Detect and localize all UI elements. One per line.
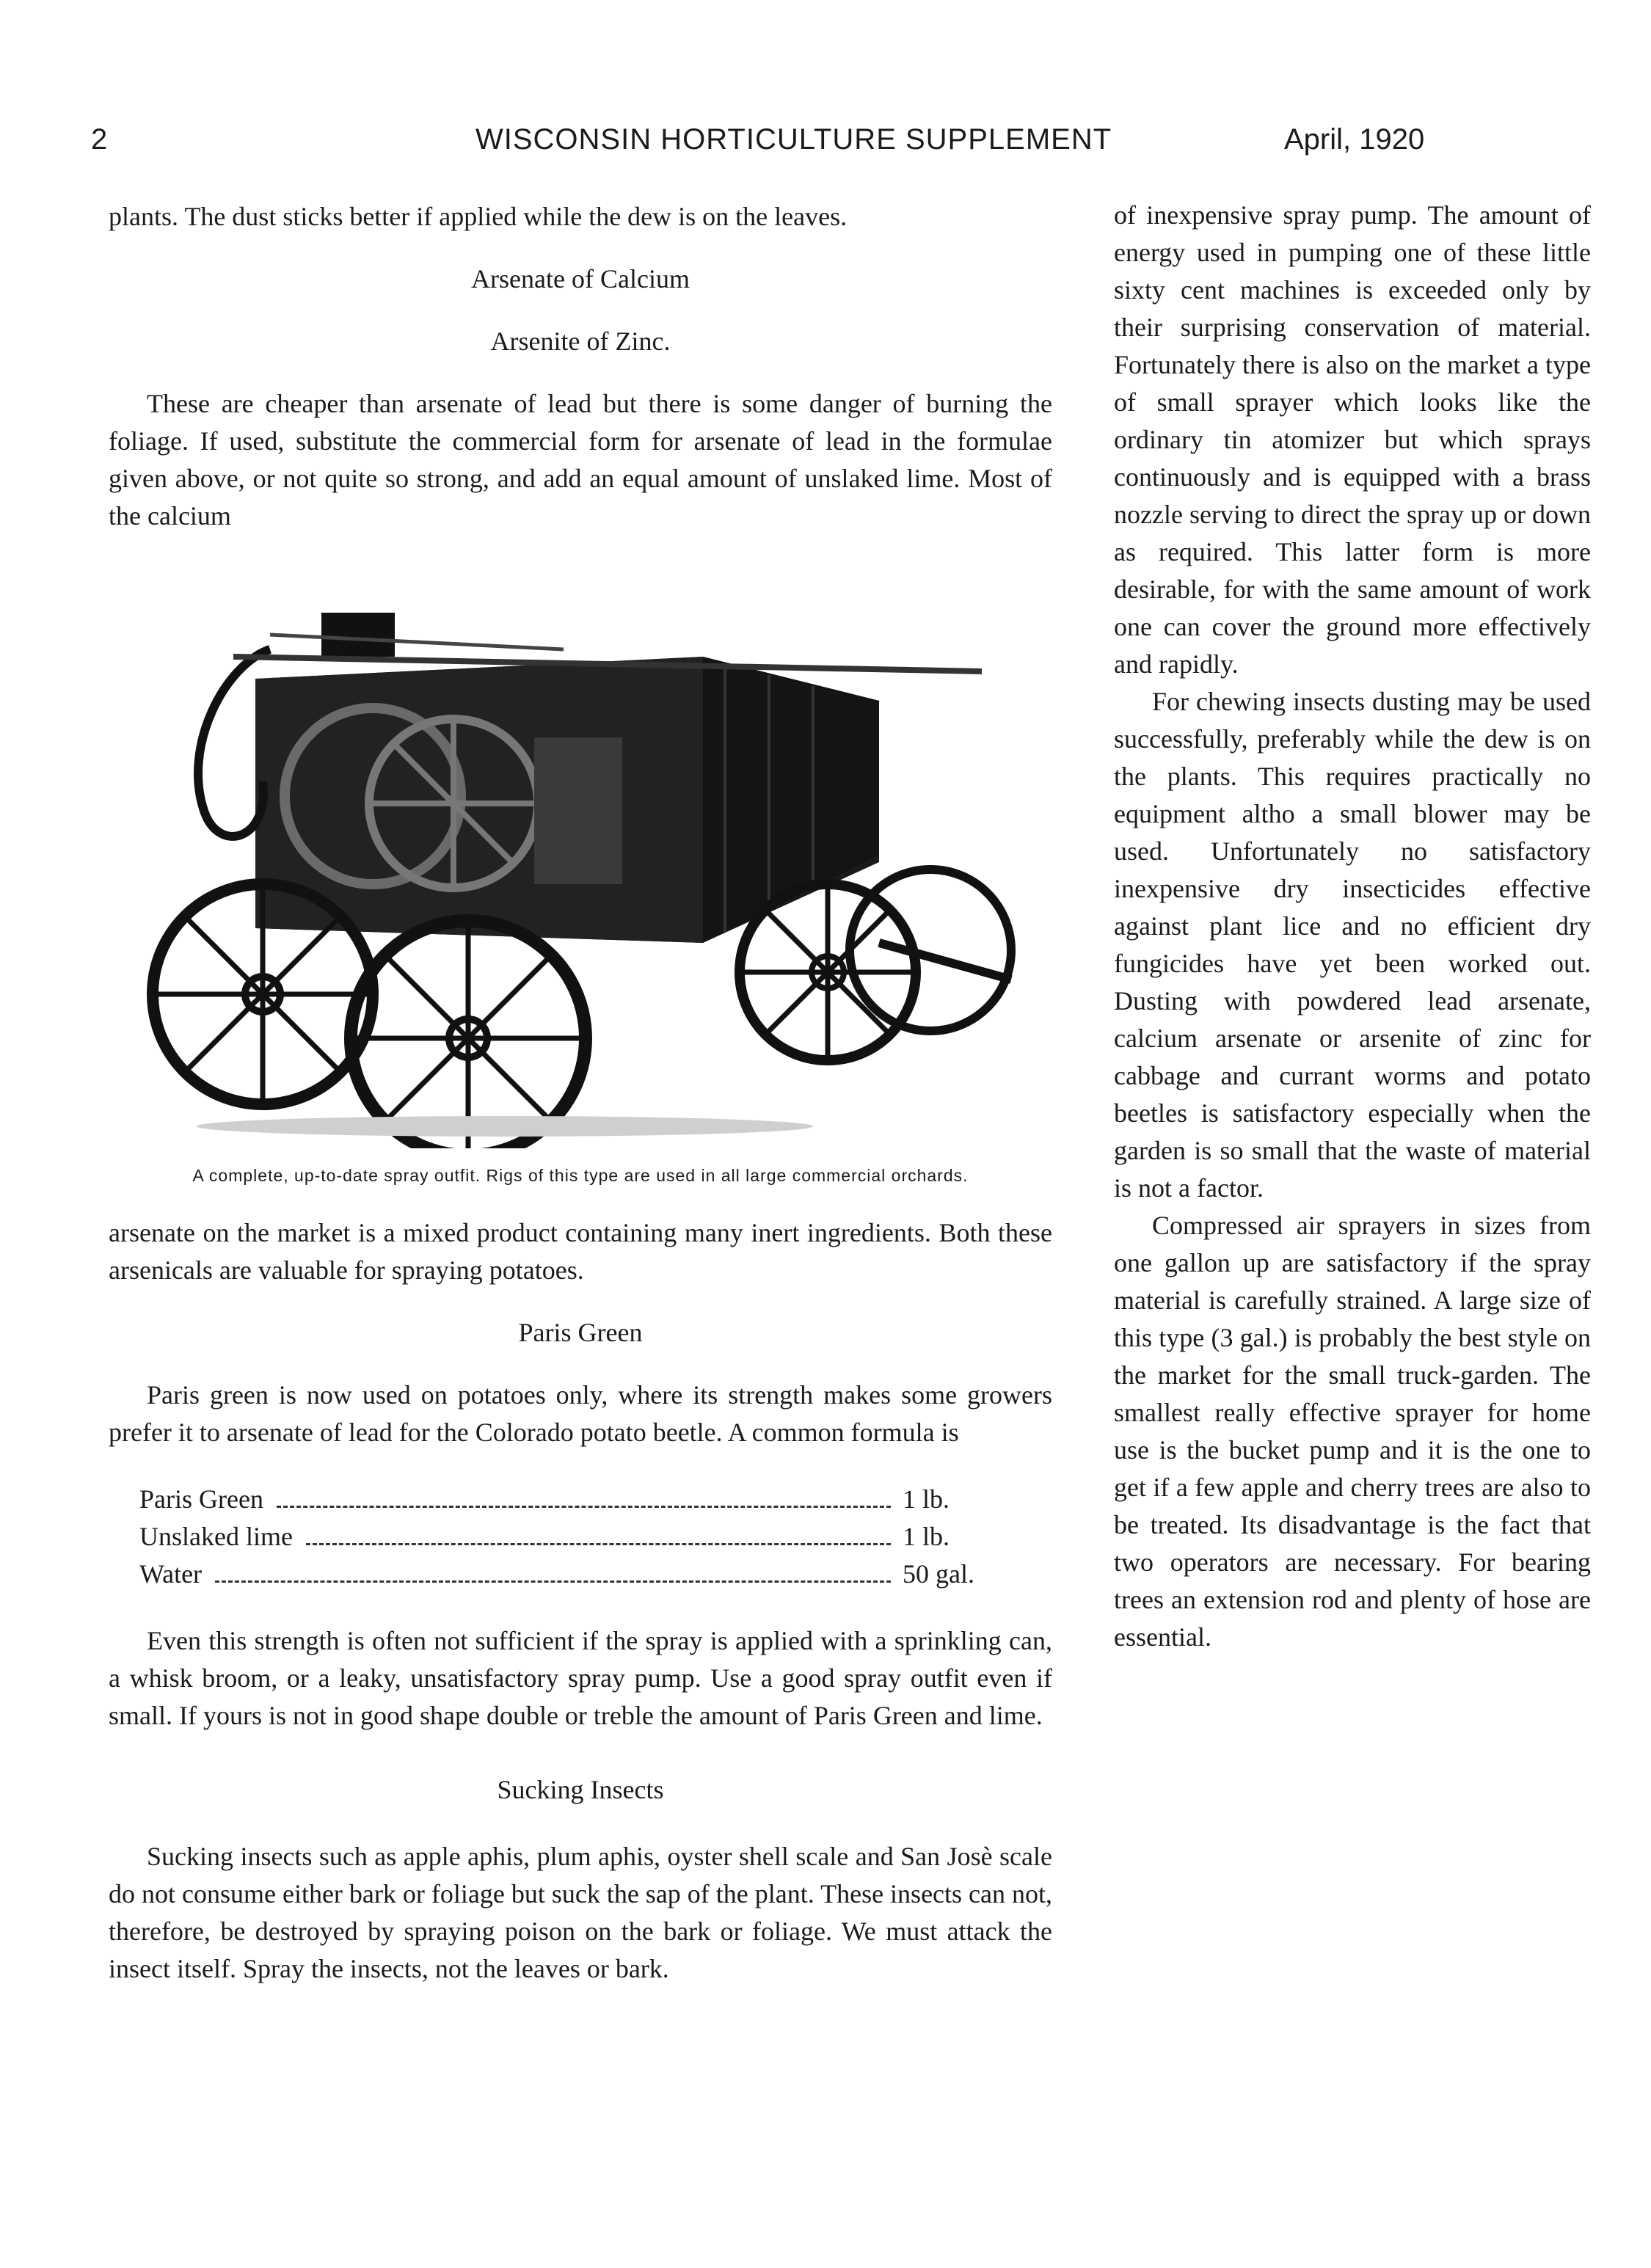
section-heading: Sucking Insects [497, 1775, 664, 1804]
formula-row [139, 1556, 998, 1593]
leader-dots [215, 1580, 891, 1583]
page-header [0, 123, 1651, 167]
formula-row [139, 1518, 998, 1556]
paragraph: Even this strength is often not sufficient if the spray is applied with a sprinkling can, a whisk broom, or a leaky, unsatisfactory spray pump. Use a good spray outfit even if small. If yours is not in good shape double or treble the amount of Paris Green and lime. [109, 1626, 1052, 1730]
formula-row [139, 1481, 998, 1518]
paragraph: Compressed air sprayers in sizes from one gallon up are satisfactory if the spray material is carefully strained. A large size of this type (3 gal.) is probably the best style on the market for the small truck-garden. The smallest really effective sprayer for home use is the bucket pump and it is the one to get if a few apple and cherry trees are also to be treated. Its disadvantage is the fact that two operators are necessary. For bearing trees an extension rod and plenty of hose are essential. [1114, 1211, 1591, 1652]
paragraph: For chewing insects dusting may be used successfully, preferably while the dew is on the plants. This requires practically no equipment altho a small blower may be used. Unfortunately no satisfactory inexpensive dry insecticides effective against plant lice and no efficient dry fungicides have yet been worked out. Dusting with powdered lead arsenate, calcium arsenate or arsenite of zinc for cabbage and currant worms and potato beetles is satisfactory especially when the garden is so small that the waste of material is not a factor. [1114, 687, 1591, 1203]
section-heading: Paris Green [518, 1318, 643, 1347]
paragraph: Paris green is now used on potatoes only, where its strength makes some growers prefer it to arsenate of lead for the Colorado potato beetle. A common formula is [109, 1380, 1052, 1447]
section-heading: Arsenite of Zinc. [490, 327, 671, 356]
paragraph: These are cheaper than arsenate of lead but there is some danger of burning the foliage. If used, substitute the commercial form for arsenate of lead in the formulae given above, or not quite so strong, and add an equal amount of unslaked lime. Most of the calcium [109, 389, 1052, 530]
left-column [109, 198, 1052, 1988]
figure-caption: A complete, up-to-date spray outfit. Rigs of this type are used in all large commercial orchards. [192, 1166, 969, 1185]
ingredient-name: Paris Green [139, 1484, 263, 1514]
paragraph: arsenate on the market is a mixed product containing many inert ingredients. Both these arsenicals are valuable for spraying potatoes. [109, 1218, 1052, 1285]
publication-title: WISCONSIN HORTICULTURE SUPPLEMENT [475, 123, 1112, 156]
leader-dots [306, 1543, 891, 1545]
spray-outfit-photo [123, 561, 1033, 1148]
right-column [1114, 197, 1591, 1656]
paragraph: Sucking insects such as apple aphis, plum aphis, oyster shell scale and San Josè scale do not consume either bark or foliage but suck the sap of the plant. These insects can not, therefore, be destroyed by spraying poison on the bark or foliage. We must attack the insect itself. Spray the insects, not the leaves or bark. [109, 1842, 1052, 1983]
leader-dots [277, 1506, 891, 1508]
paragraph: of inexpensive spray pump. The amount of energy used in pumping one of these little sixty cent machines is exceeded only by their surprising conservation of material. Fortunately there is also on the market a type of small sprayer which looks like the ordinary tin atomizer but which sprays continuously and is equipped with a brass nozzle serving to direct the spray up or down as required. This latter form is more desirable, for with the same amount of work one can cover the ground more effectively and rapidly. [1114, 200, 1591, 679]
issue-date: April, 1920 [1284, 123, 1425, 156]
ingredient-quantity: 50 gal. [903, 1559, 974, 1589]
paragraph: plants. The dust sticks better if applied while the dew is on the leaves. [109, 202, 848, 231]
ingredient-name: Unslaked lime [139, 1522, 293, 1551]
figure [109, 561, 1052, 1185]
formula-table [139, 1481, 998, 1593]
ingredient-quantity: 1 lb. [903, 1522, 950, 1551]
ingredient-quantity: 1 lb. [903, 1484, 950, 1514]
ingredient-name: Water [139, 1559, 203, 1589]
page-number: 2 [91, 123, 108, 156]
section-heading: Arsenate of Calcium [471, 264, 690, 293]
